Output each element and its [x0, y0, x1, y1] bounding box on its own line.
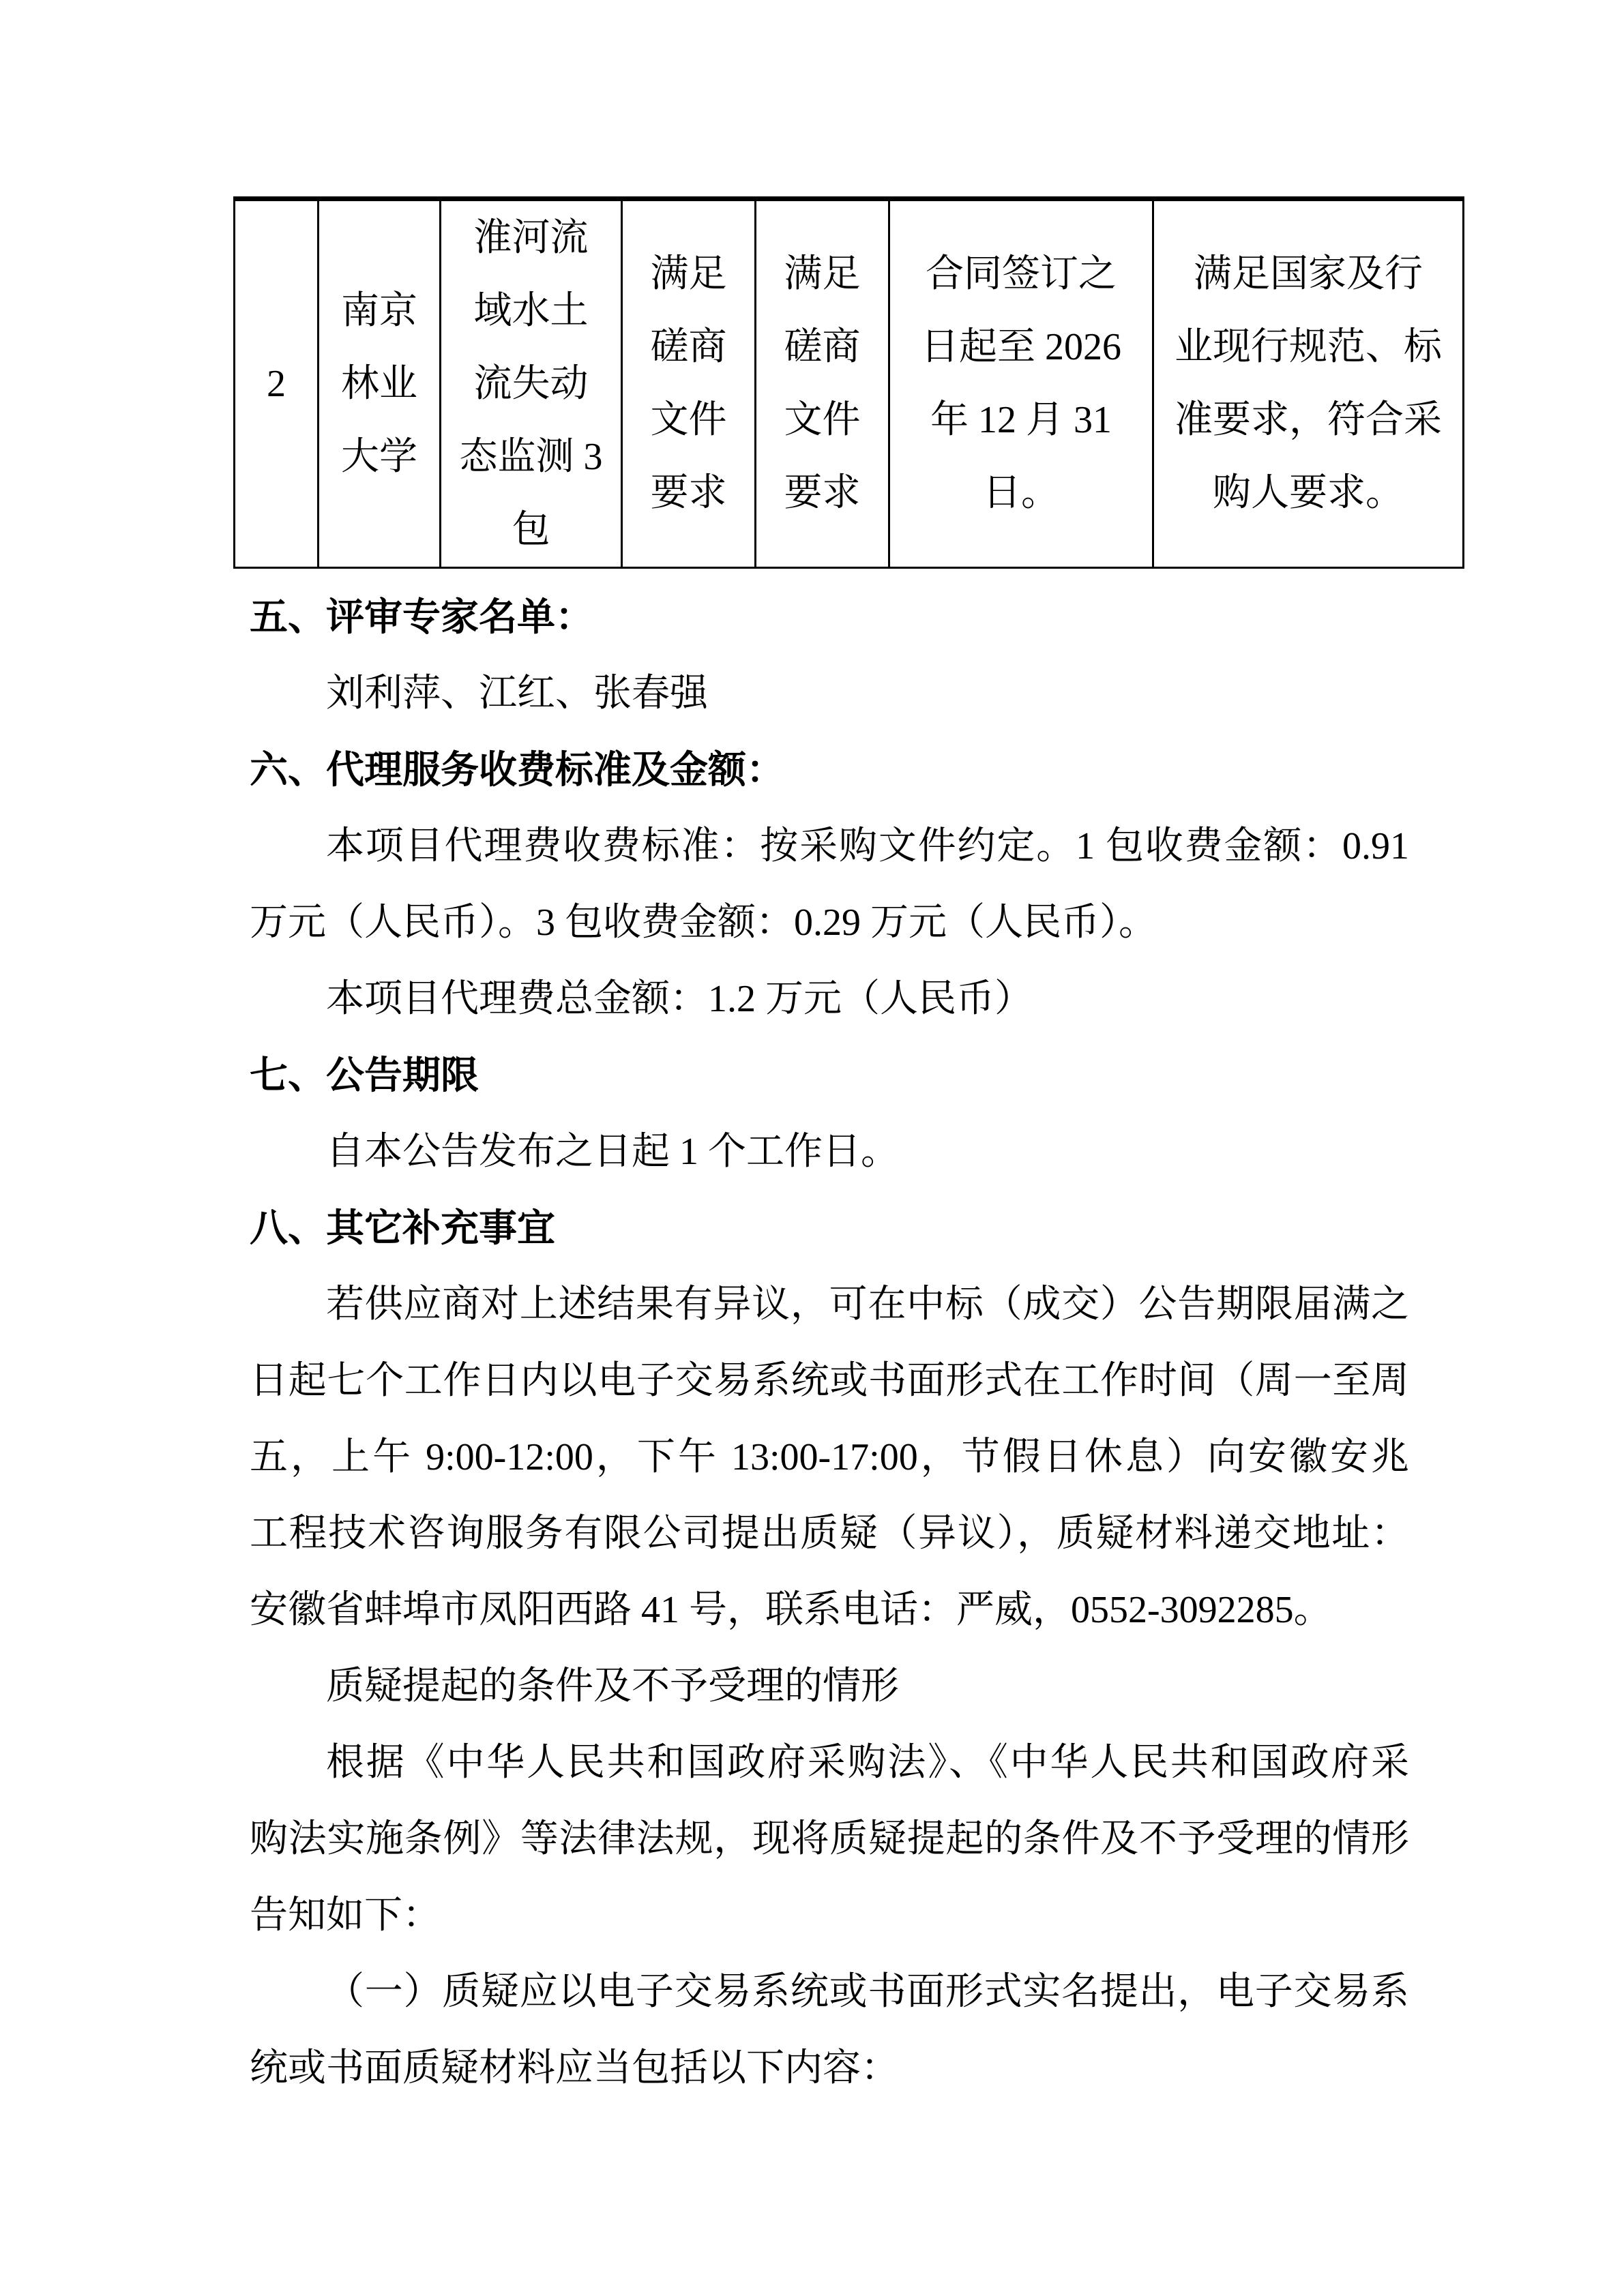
section-heading: 八、其它补充事宜 — [250, 1206, 555, 1249]
table-cell-compliance-1 — [622, 199, 756, 568]
table-cell-line: 林业 — [341, 362, 417, 405]
text-line: 统或书面质疑材料应当包括以下内容： — [250, 2047, 899, 2089]
text-line: 五，上午 9:00-12:00，下午 13:00-17:00，节假日休息）向安徽安兆 — [250, 1436, 1409, 1478]
table-cell-line: 满足 — [784, 253, 861, 295]
section-heading: 六、代理服务收费标准及金额： — [250, 748, 784, 791]
table-cell-line: 2 — [267, 362, 286, 405]
table-cell-line: 年 12 月 31 — [930, 399, 1112, 441]
text-line: 刘利萍、江红、张春强 — [326, 672, 708, 715]
text-line: 本项目代理费总金额：1.2 万元（人民币） — [326, 978, 1033, 1020]
table-cell-compliance-2 — [756, 199, 889, 568]
table-cell-line: 磋商 — [650, 326, 727, 368]
content-area — [250, 579, 1409, 2106]
text-line: 若供应商对上述结果有异议，可在中标（成交）公告期限届满之 — [326, 1283, 1409, 1326]
text-line: 本项目代理费收费标准：按采购文件约定。1 包收费金额：0.91 — [326, 825, 1409, 867]
award-result-table — [233, 196, 1464, 569]
table-cell-line: 准要求，符合采 — [1175, 399, 1442, 441]
text-line: 安徽省蚌埠市凤阳西路 41 号，联系电话：严威，0552-3092285。 — [250, 1589, 1332, 1631]
table-cell-line: 磋商 — [784, 326, 861, 368]
table-cell-quality-requirement — [1153, 199, 1464, 568]
table-cell-line: 包 — [512, 508, 550, 551]
section-heading: 五、评审专家名单： — [250, 595, 593, 638]
text-line: 日起七个工作日内以电子交易系统或书面形式在工作时间（周一至周 — [250, 1360, 1409, 1402]
text-line: 质疑提起的条件及不予受理的情形 — [326, 1665, 899, 1708]
table-cell-line: 合同签订之 — [926, 253, 1117, 295]
table-cell-line: 满足国家及行 — [1194, 253, 1423, 295]
table-cell-package — [441, 199, 622, 568]
section-heading: 七、公告期限 — [250, 1054, 479, 1097]
table-cell-contract-period — [889, 199, 1153, 568]
table-cell-line: 业现行规范、标 — [1175, 326, 1442, 368]
text-line: 工程技术咨询服务有限公司提出质疑（异议），质疑材料递交地址： — [250, 1512, 1409, 1555]
table-cell-line: 要求 — [784, 472, 861, 514]
table-cell-seq — [235, 199, 319, 568]
table-cell-line: 文件 — [650, 399, 727, 441]
text-line: 购法实施条例》等法律法规，现将质疑提起的条件及不予受理的情形 — [250, 1818, 1409, 1860]
table-cell-line: 要求 — [650, 472, 727, 514]
table-cell-line: 文件 — [784, 399, 861, 441]
text-line: 根据《中华人民共和国政府采购法》、《中华人民共和国政府采 — [326, 1742, 1409, 1784]
table-cell-line: 流失动 — [473, 362, 589, 405]
table-cell-line: 日起至 2026 — [921, 326, 1121, 368]
table-cell-line: 域水土 — [473, 289, 589, 332]
table-cell-line: 大学 — [341, 435, 417, 478]
text-line: 告知如下： — [250, 1894, 441, 1937]
table-cell-line: 南京 — [341, 289, 417, 332]
text-line: （一）质疑应以电子交易系统或书面形式实名提出，电子交易系 — [326, 1971, 1409, 2013]
text-line: 万元（人民币）。3 包收费金额：0.29 万元（人民币）。 — [250, 901, 1157, 944]
table-cell-line: 满足 — [650, 253, 727, 295]
table-cell-supplier — [319, 199, 441, 568]
table-cell-line: 日。 — [983, 472, 1059, 514]
table-cell-line: 态监测 3 — [459, 435, 603, 478]
table-row — [235, 199, 1464, 568]
table-cell-line: 淮河流 — [473, 216, 589, 259]
table-cell-line: 购人要求。 — [1213, 472, 1404, 514]
text-line: 自本公告发布之日起 1 个工作日。 — [326, 1131, 899, 1173]
